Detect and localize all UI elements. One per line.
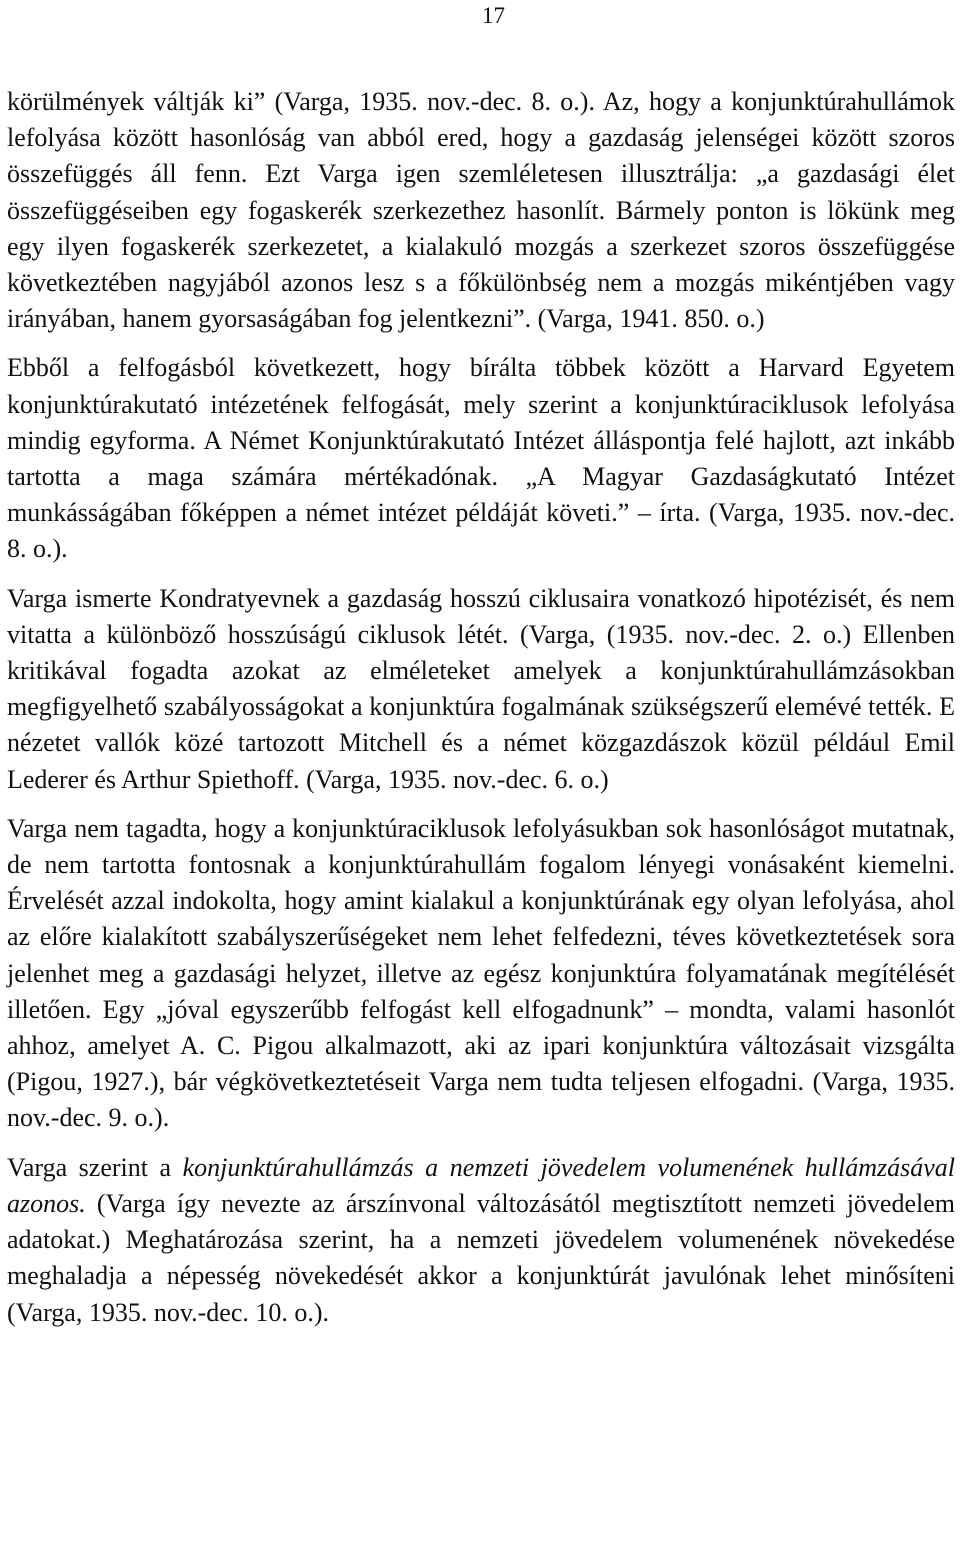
paragraph-5-emphasis: konjunktúrahullámzás a nemzeti jövedelem volumenének hullámzásával azonos.: [7, 1152, 955, 1218]
paragraph-5-rest: (Varga így nevezte az árszínvonal változásától megtisztított nemzeti jövedelem adatokat.) Meghatározása szerint, ha a nemzeti jövedelem volumenének növekedése meghaladja a népesség növekedését akkor a konjunktúrát javulónak lehet minősíteni (Varga, 1935. nov.-dec. 10. o.).: [7, 1188, 955, 1327]
paragraph-4: Varga nem tagadta, hogy a konjunktúraciklusok lefolyásukban sok hasonlóságot mutatnak, de nem tartotta fontosnak a konjunktúrahullám fogalom lényegi vonásaként kiemelni. Érvelését azzal indokolta, hogy amint kialakul a konjunktúrának egy olyan lefolyása, ahol az előre kialakított szabályszerűségeket nem lehet felfedezni, téves következtetések sora jelenhet meg a gazdasági helyzet, illetve az egész konjunktúra folyamatának megítélését illetően. Egy „jóval egyszerűbb felfogást kell elfogadnunk” – mondta, valami hasonlót ahhoz, amelyet A. C. Pigou alkalmazott, aki az ipari konjunktúra változásait vizsgálta (Pigou, 1927.), bár végkövetkeztetéseit Varga nem tudta teljesen elfogadni. (Varga, 1935. nov.-dec. 9. o.).: [7, 813, 955, 1133]
paragraph-2: Ebből a felfogásból következett, hogy bírálta többek között a Harvard Egyetem konjunktúrakutató intézetének felfogását, mely szerint a konjunktúraciklusok lefolyása mindig egyforma. A Német Konjunktúrakutató Intézet álláspontja felé hajlott, azt inkább tartotta a maga számára mértékadónak. „A Magyar Gazdaságkutató Intézet munkásságában főképpen a német intézet példáját követi.” – írta. (Varga, 1935. nov.-dec. 8. o.).: [7, 353, 955, 564]
paragraph-5-lead: Varga szerint a: [7, 1152, 183, 1182]
paragraph-3: Varga ismerte Kondratyevnek a gazdaság hosszú ciklusaira vonatkozó hipotézisét, és nem vitatta a különböző hosszúságú ciklusok létét. (Varga, (1935. nov.-dec. 2. o.) Ellenben kritikával fogadta azokat az elméleteket amelyek a konjunktúrahullámzásokban megfigyelhető szabályosságokat a konjunktúra fogalmának szükségszerű elemévé tették. E nézetet vallók közé tartozott Mitchell és a német közgazdászok közül például Emil Lederer és Arthur Spiethoff. (Varga, 1935. nov.-dec. 6. o.): [7, 583, 955, 794]
document-body: [7, 84, 955, 1331]
paragraph-5: [7, 1150, 955, 1331]
paragraph-1: körülmények váltják ki” (Varga, 1935. nov.-dec. 8. o.). Az, hogy a konjunktúrahullámok lefolyása között hasonlóság van abból ered, hogy a gazdaság jelenségei között szoros összefüggés áll fenn. Ezt Varga igen szemléletesen illusztrálja: „a gazdasági élet összefüggéseiben egy fogaskerék szerkezethez hasonlít. Bármely ponton is lökünk meg egy ilyen fogaskerék szerkezetet, a kialakuló mozgás a szerkezet szoros összefüggése következtében nagyjából azonos lesz s a főkülönbség nem a mozgás mikéntjében vagy irányában, hanem gyorsaságában fog jelentkezni”. (Varga, 1941. 850. o.): [7, 87, 955, 334]
page-number: 17: [482, 3, 505, 28]
